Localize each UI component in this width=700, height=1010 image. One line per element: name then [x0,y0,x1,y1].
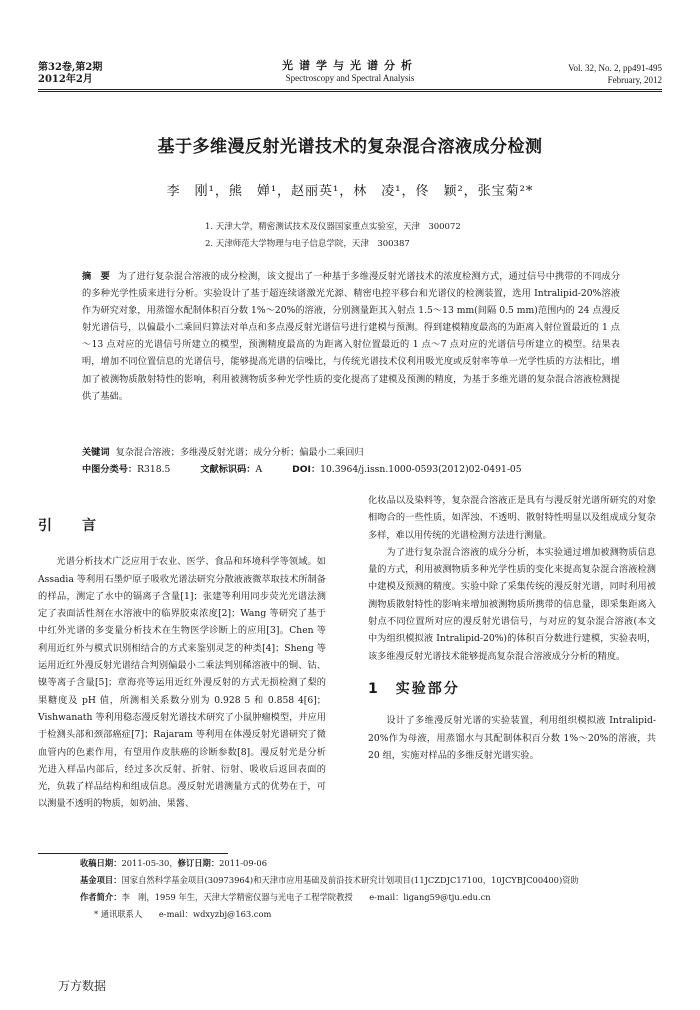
abstract [82,268,620,405]
abstract-text: 为了进行复杂混合溶液的成分检测，该文提出了一种基于多维漫反射光谱技术的浓度检测方式，通过信号中携带的不同成分的多种光学性质来进行分析。实验设计了基于超连续谱激光光源、精密电控平移台和光谱仪的检测装置，选用 Intralipid-20%溶液作为研究对象，用蒸馏水配制体积百分数 1%～20%的溶液，分别测量距其入射点 1.5～13 mm(间隔 0.5 mm)范围内的 24 点漫反射光谱信号，以偏最小二乘回归算法对单点和多点漫反射光谱信号进行建模与预测。得到建模精度最高的为距离入射位置最近的 1 点～13 点对应的光谱信号所建立的模型，预测精度最高的为距离入射位置最近的 1 点～7 点对应的光谱信号所建立的模型。结果表明，增加不同位置信息的光谱信号，能够提高光谱的信噪比，与传统光谱技术仪利用吸光度或反射率等单一光学性质的方法相比，增加了被测物质散射特性的影响，利用被测物质多种光学性质的变化提高了建模及预测的精度，为基于多维光谱的复杂混合溶液检测提供了基础。 [82,271,621,402]
keywords [82,444,620,461]
header-rule-thin [38,91,662,92]
header-left [38,62,102,86]
dates-row [80,855,670,872]
doi-label: DOI： [292,464,321,475]
classification-line [82,461,642,478]
contact-row: * 通讯联系人 e-mail：wdxyzbj@163.com [94,909,272,919]
experiment-paragraph: 设计了多维漫反射光谱的实验装置，利用组织模拟液 Intralipid-20%作为母液，用蒸馏水与其配制体积百分数 1%～20%的溶液，共 20 组，实施对样品的多维反射光谱实验。 [368,715,656,761]
clc-label: 中图分类号： [82,464,138,475]
experiment-heading: 1 实验部分 [368,680,460,697]
bio-label: 作者简介： [80,892,122,902]
affiliation-2: 2. 天津师范大学物理与电子信息学院，天津 300387 [205,239,410,249]
clc-number: R318.5 [137,464,171,475]
header-center [200,60,500,84]
volume-cn: 第32卷,第2期 [38,62,103,73]
affiliation-1: 1. 天津大学，精密测试技术及仪器国家重点实验室，天津 300072 [205,222,461,232]
footnote-rule [38,853,228,854]
doi-value: 10.3964/j.issn.1000-0593(2012)02-0491-05 [320,464,522,475]
left-column [38,492,326,813]
header-right [568,62,662,86]
continued-paragraph: 化妆品以及染料等，复杂混合溶液正是具有与漫反射光谱所研究的对象相吻合的一些性质，如浑浊、不透明、散射特性明显以及组成成分复杂多样，难以用传统的光谱检测方法进行测量。 [368,495,656,541]
intro-heading: 引 言 [38,518,104,534]
paper-title: 基于多维漫反射光谱技术的复杂混合溶液成分检测 [157,137,543,157]
header-rule [38,89,662,90]
journal-name-cn: 光谱学与光谱分析 [282,59,418,72]
keywords-label: 关键词 [82,447,110,458]
intro-paragraph: 光谱分析技术广泛应用于农业、医学、食品和环境科学等领域。如 Assadia 等利用石墨炉原子吸收光谱法研究分散液液微萃取技术所制备的样品，测定了水中的镉离子含量[1]；张建等利用同步荧光光谱法测定了表面活性剂在水溶液中的临界胶束浓度[2]；Wang 等研究了基于中红外光谱的多变量分析技术在生物医学诊断上的应用[3]。Chen 等利用近红外与模式识别相结合的方式来鉴别灵芝的种类[4]；Sheng 等运用近红外漫反射光谱结合判别偏最小二乘法判别稀溶液中的铜、钴、镍等离子含量[5]；章海亮等运用近红外漫反射的方式无损检测了梨的果糖度及 pH 值，所测相关系数分别为 0.928 5 和 0.858 4[6]；Vishwanath 等利用稳态漫反射光谱技术研究了小鼠肿瘤模型，并应用于检测头部和颈部癌症[7]；Rajaram 等利用在体漫反射光谱研究了微血管内的色素作用，有望用作皮肤癌的诊断参数[8]。漫反射光是分析光进入样品内部后，经过多次反射、折射、衍射、吸收后返回表面的光，负载了样品结构和组成信息。漫反射光谱测量方式的优势在于，可以测量不透明的物质，如奶油、果酱、 [38,556,326,810]
doc-code: A [255,464,263,475]
footnotes [80,855,670,923]
watermark-text: 万方数据 [58,979,107,993]
right-column [368,492,656,764]
received-date: 2011-05-30， [121,858,178,868]
abstract-label: 摘 要 [82,271,110,282]
bio-row [80,889,670,906]
research-paragraph: 为了进行复杂混合溶液的成分分析，本实验通过增加被测物质信息量的方式，利用被测物质多种光学性质的变化来提高复杂混合溶液检测中建模及预测的精度。实验中除了采集传统的漫反射光谱，同时利用被测物质散射特性的影响来增加被测物质所携带的信息量，即采集距离入射点不同位置所对应的漫反射光谱信号，与对应的复杂混合溶液(本文中为组织模拟液 Intralipid-20%)的体积百分数进行建模，实验表明，该多维漫反射光谱技术能够提高复杂混合溶液成分分析的精度。 [368,546,656,662]
date-cn: 2012年2月 [38,74,93,85]
bio-text: 李 刚，1959 年生，天津大学精密仪器与光电子工程学院教授 e-mail：ligang59@tju.edu.cn [121,892,491,902]
volume-en: Vol. 32, No. 2, pp491-495 [568,63,662,73]
journal-name-en: Spectroscopy and Spectral Analysis [285,73,415,83]
received-label: 收稿日期： [80,858,122,868]
fund-text: 国家自然科学基金项目(30973964)和天津市应用基础及前沿技术研究计划项目(11JCZDJC17100，10JCYBJC00400)资助 [121,875,579,885]
revised-date: 2011-09-06 [219,858,267,868]
keywords-text: 复杂混合溶液；多维漫反射光谱；成分分析；偏最小二乘回归 [115,447,364,458]
date-en: February, 2012 [607,75,662,85]
revised-label: 修订日期： [177,858,220,868]
doc-code-label: 文献标识码： [200,464,256,475]
fund-row [80,872,670,889]
author-list: 李 刚¹，熊 婵¹，赵丽英¹，林 凌¹，佟 颖²，张宝菊²* [166,184,534,199]
affiliations [205,219,461,253]
fund-label: 基金项目： [80,875,122,885]
